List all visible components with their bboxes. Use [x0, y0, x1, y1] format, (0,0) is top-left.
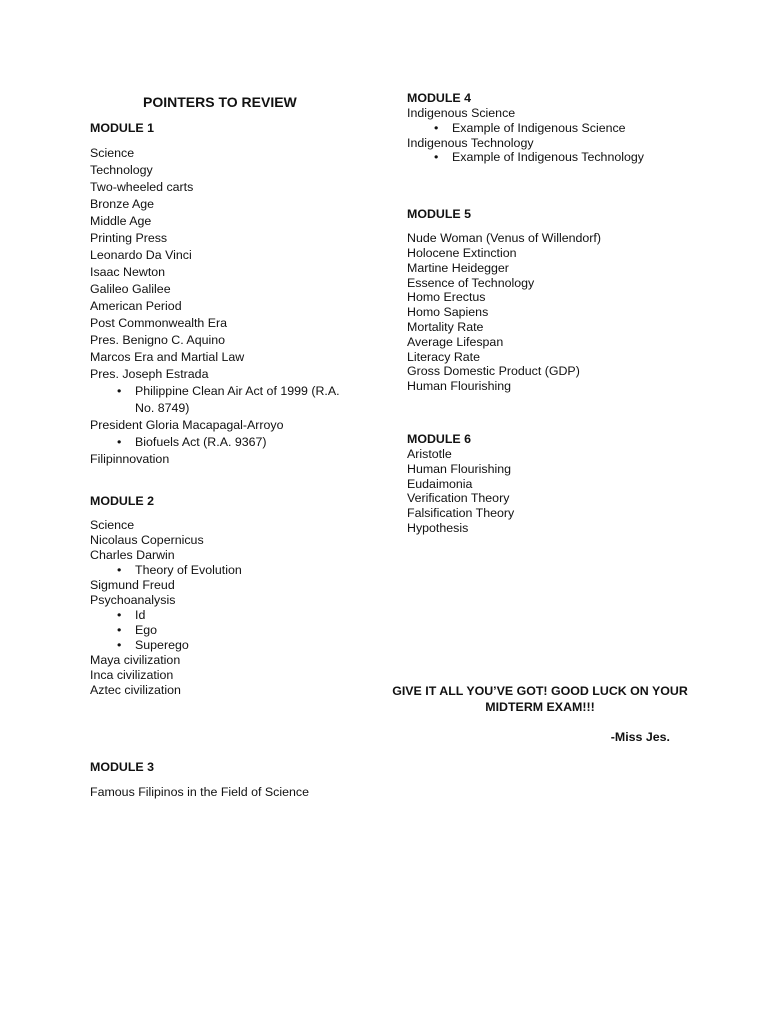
list-item: President Gloria Macapagal-Arroyo — [90, 418, 284, 432]
module-2-list — [90, 518, 380, 698]
bullet-icon: • — [117, 435, 122, 449]
bullet-icon: • — [117, 608, 122, 622]
list-item: Leonardo Da Vinci — [90, 248, 192, 262]
list-item: Mortality Rate — [407, 319, 484, 334]
module-3-section — [90, 759, 390, 801]
sub-item-text: Id — [135, 608, 146, 622]
list-item: American Period — [90, 299, 182, 313]
list-item: Maya civilization — [90, 653, 181, 667]
list-item: Aristotle — [407, 446, 452, 461]
list-item: Famous Filipinos in the Field of Science — [90, 785, 310, 799]
list-item: Pres. Joseph Estrada — [90, 367, 209, 381]
list-item: Gross Domestic Product (GDP) — [407, 364, 580, 379]
sub-list-item — [407, 121, 707, 136]
list-item: Sigmund Freud — [90, 578, 175, 592]
list-item: Nude Woman (Venus of Willendorf) — [407, 231, 601, 246]
signature: -Miss Jes. — [610, 730, 670, 744]
module-4-heading: MODULE 4 — [407, 91, 472, 105]
list-item: Martine Heidegger — [407, 260, 509, 275]
list-item: Homo Sapiens — [407, 305, 489, 320]
sub-item-text: Theory of Evolution — [135, 563, 242, 577]
list-item: Two-wheeled carts — [90, 180, 194, 194]
list-item: Charles Darwin — [90, 548, 175, 562]
list-item: Aztec civilization — [90, 683, 181, 697]
sub-item-text: Biofuels Act (R.A. 9367) — [135, 435, 267, 449]
list-item: Hypothesis — [407, 520, 469, 535]
list-item: Homo Erectus — [407, 290, 486, 305]
list-item: Science — [90, 518, 135, 532]
closing-message: GIVE IT ALL YOU’VE GOT! GOOD LUCK ON YOUR MIDTERM EXAM!!! — [392, 684, 688, 714]
sub-item-text: Philippine Clean Air Act of 1999 (R.A. No. 8749) — [135, 384, 340, 415]
bullet-icon: • — [434, 150, 439, 165]
sub-item-text: Example of Indigenous Science — [452, 120, 626, 135]
sub-list-item — [90, 434, 380, 451]
list-item: Falsification Theory — [407, 506, 515, 521]
list-item: Technology — [90, 163, 153, 177]
right-column — [407, 91, 707, 536]
bullet-icon: • — [117, 623, 122, 637]
sub-list-item — [90, 623, 380, 638]
list-item: Marcos Era and Martial Law — [90, 350, 245, 364]
list-item: Indigenous Technology — [407, 135, 534, 150]
module-6-heading: MODULE 6 — [407, 431, 472, 446]
sub-list-item — [90, 563, 380, 578]
module-2-heading: MODULE 2 — [90, 494, 155, 508]
sub-list-item — [407, 150, 707, 165]
module-4-list — [407, 106, 707, 165]
list-item: Verification Theory — [407, 491, 510, 506]
list-item: Nicolaus Copernicus — [90, 533, 204, 547]
list-item: Literacy Rate — [407, 349, 481, 364]
sub-item-text: Example of Indigenous Technology — [452, 150, 644, 165]
list-item: Psychoanalysis — [90, 593, 176, 607]
list-item: Holocene Extinction — [407, 245, 517, 260]
module-1-list — [90, 145, 380, 468]
list-item: Human Flourishing — [407, 379, 511, 394]
left-column — [90, 93, 380, 698]
sub-item-text: Ego — [135, 623, 158, 637]
sub-list-item — [90, 638, 380, 653]
list-item: Filipinnovation — [90, 452, 170, 466]
bullet-icon: • — [117, 384, 122, 398]
module-5-heading: MODULE 5 — [407, 207, 472, 222]
sub-list-item — [90, 383, 380, 417]
module-1-heading: MODULE 1 — [90, 121, 155, 135]
list-item: Indigenous Science — [407, 106, 516, 120]
list-item: Average Lifespan — [407, 334, 504, 349]
list-item: Printing Press — [90, 231, 168, 245]
list-item: Galileo Galilee — [90, 282, 171, 296]
sub-list-item — [90, 608, 380, 623]
module-6-list — [407, 447, 707, 536]
list-item: Bronze Age — [90, 197, 155, 211]
list-item: Eudaimonia — [407, 476, 473, 491]
bullet-icon: • — [117, 638, 122, 652]
bullet-icon: • — [434, 120, 439, 135]
module-5-list — [407, 231, 707, 394]
bullet-icon: • — [117, 563, 122, 577]
list-item: Science — [90, 146, 135, 160]
page-title: POINTERS TO REVIEW — [143, 94, 297, 110]
list-item: Post Commonwealth Era — [90, 316, 228, 330]
list-item: Isaac Newton — [90, 265, 166, 279]
list-item: Inca civilization — [90, 668, 174, 682]
sub-item-text: Superego — [135, 638, 189, 652]
list-item: Essence of Technology — [407, 275, 535, 290]
module-3-heading: MODULE 3 — [90, 760, 155, 774]
list-item: Human Flourishing — [407, 461, 511, 476]
list-item: Middle Age — [90, 214, 152, 228]
list-item: Pres. Benigno C. Aquino — [90, 333, 226, 347]
